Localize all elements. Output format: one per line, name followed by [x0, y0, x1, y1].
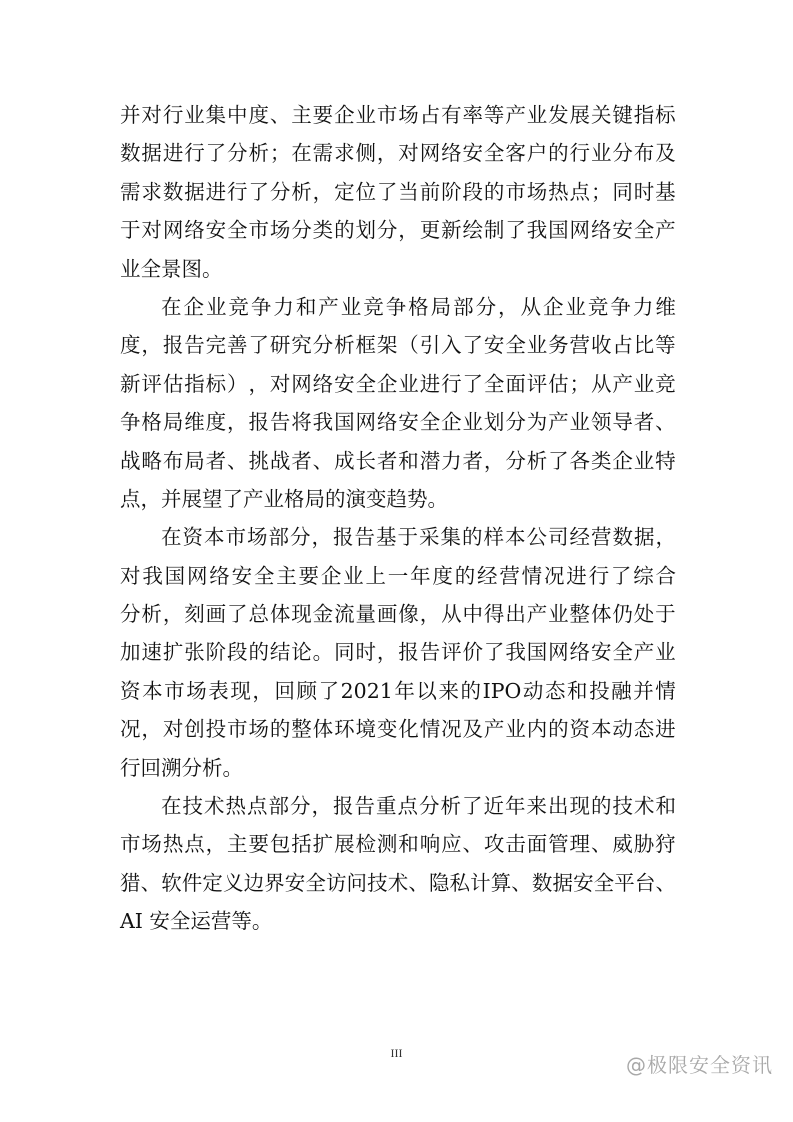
paragraph: [120, 787, 676, 941]
text-line: 在 资 本 市 场 部 分 ， 报 告 基 于 采 集 的 样 本 公 司 经 营 数 据 ，: [161, 525, 676, 550]
text-line: 在 企 业 竞 争 力 和 产 业 竞 争 格 局 部 分 ， 从 企 业 竞 争 力 维: [161, 294, 676, 319]
text-line: 于 对 网 络 安 全 市 场 分 类 的 划 分 ， 更 新 绘 制 了 我 国 网 络 安 全 产: [120, 218, 676, 243]
text-line: 新 评 估 指 标 ） ， 对 网 络 安 全 企 业 进 行 了 全 面 评 估 ； 从 产 业 竞: [120, 371, 676, 396]
text-line: 资 本 市 场 表 现 ， 回 顾 了 2021 年 以 来 的 IPO 动 态 和 投 融 并 情: [120, 678, 676, 703]
text-line: 度 ， 报 告 完 善 了 研 究 分 析 框 架 （ 引 入 了 安 全 业 务 营 收 占 比 等: [120, 333, 676, 358]
text-line: 数 据 进 行 了 分 析 ； 在 需 求 侧 ， 对 网 络 安 全 客 户 的 行 业 分 布 及: [120, 141, 676, 166]
text-line: 分 析 ， 刻 画 了 总 体 现 金 流 量 画 像 ， 从 中 得 出 产 业 整 体 仍 处 于: [120, 602, 676, 627]
text-line: 并 对 行 业 集 中 度 、 主 要 企 业 市 场 占 有 率 等 产 业 发 展 关 键 指 标: [120, 103, 676, 127]
text-line: AI 安全运营等。: [120, 909, 273, 934]
text-line: 在 技 术 热 点 部 分 ， 报 告 重 点 分 析 了 近 年 来 出 现 的 技 术 和: [161, 794, 676, 819]
text-line: 行回溯分析。: [120, 755, 243, 780]
text-line: 点，并展望了产业格局的演变趋势。: [120, 486, 448, 511]
text-line: 战 略 布 局 者 、 挑 战 者 、 成 长 者 和 潜 力 者 ， 分 析 了 各 类 企 业 特: [120, 448, 676, 473]
text-line: 况 ， 对 创 投 市 场 的 整 体 环 境 变 化 情 况 及 产 业 内 的 资 本 动 态 进: [120, 717, 676, 742]
paragraph: [120, 96, 676, 288]
page-number: III: [390, 1046, 403, 1060]
paragraph: [120, 288, 676, 518]
paragraph: [120, 518, 676, 787]
text-line: 市 场 热 点 ， 主 要 包 括 扩 展 检 测 和 响 应 、 攻 击 面 管 理 、 威 胁 狩: [120, 832, 676, 857]
text-line: 猎 、 软 件 定 义 边 界 安 全 访 问 技 术 、 隐 私 计 算 、 数 据 安 全 平 台 、: [120, 870, 676, 895]
text-line: 争 格 局 维 度 ， 报 告 将 我 国 网 络 安 全 企 业 划 分 为 产 业 领 导 者 、: [120, 410, 676, 435]
text-line: 对 我 国 网 络 安 全 主 要 企 业 上 一 年 度 的 经 营 情 况 进 行 了 综 合: [120, 563, 676, 588]
document-body: [120, 96, 676, 941]
text-line: 需 求 数 据 进 行 了 分 析 ， 定 位 了 当 前 阶 段 的 市 场 热 点 ； 同 时 基: [120, 179, 676, 204]
text-line: 加 速 扩 张 阶 段 的 结 论 。 同 时 ， 报 告 评 价 了 我 国 网 络 安 全 产 业: [120, 640, 676, 665]
watermark: @极限安全资讯: [626, 1053, 773, 1077]
text-line: 业全景图。: [120, 256, 223, 281]
